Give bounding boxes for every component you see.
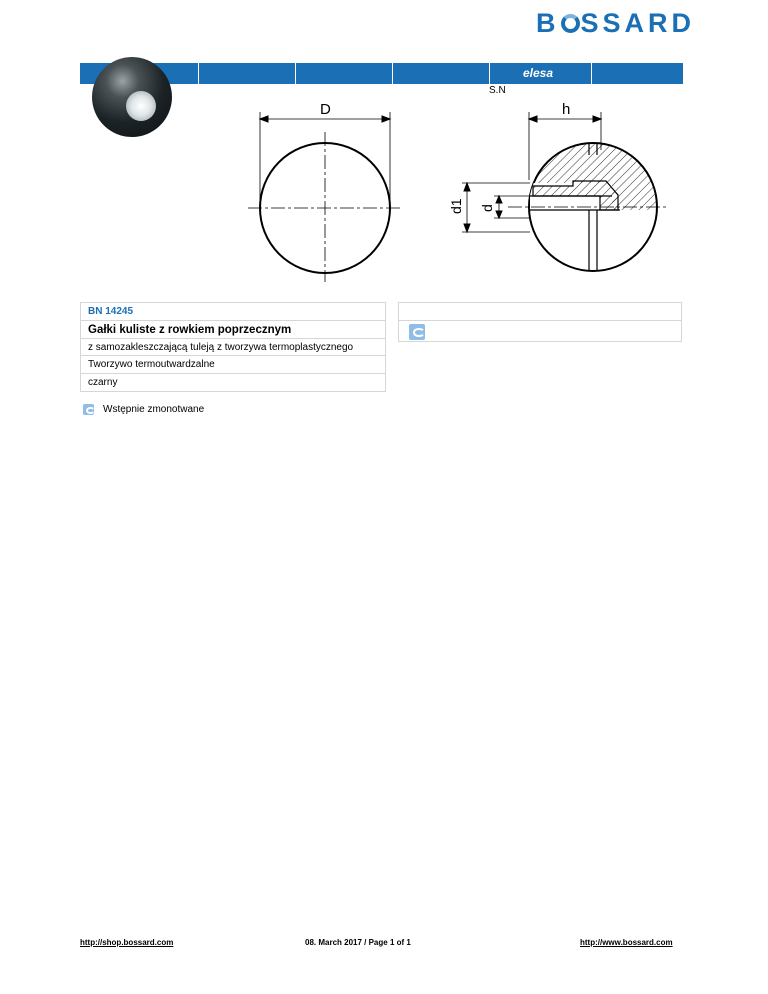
- product-number-row: [80, 302, 386, 321]
- product-number: BN 14245: [88, 306, 134, 317]
- section-view: [462, 112, 668, 271]
- product-subtitle: z samozakleszczającą tuleją z tworzywa termoplastycznego: [88, 341, 354, 353]
- logo-b: B: [536, 8, 560, 38]
- dimension-d1-label: d1: [448, 198, 464, 214]
- feature-label: Wstępnie zmonotwane: [103, 404, 205, 415]
- right-feature-cell: [398, 320, 682, 342]
- product-material: Tworzywo termoutwardzalne: [88, 359, 215, 370]
- front-view: [248, 112, 403, 282]
- technical-drawing: [0, 0, 768, 300]
- arrow: [382, 116, 390, 122]
- product-subtitle-row: [80, 338, 386, 356]
- logo-rest: SSARD: [580, 8, 696, 38]
- supplier-logo: elesa: [523, 66, 554, 80]
- footer-shop-link[interactable]: [80, 938, 173, 947]
- dimension-D-label: D: [320, 101, 331, 118]
- color-row: [80, 373, 386, 392]
- footer-site-link[interactable]: [580, 938, 673, 947]
- preassembled-icon: [83, 404, 94, 415]
- material-row: [80, 355, 386, 374]
- right-header-cell: [398, 302, 682, 321]
- shop-link[interactable]: http://shop.bossard.com: [80, 938, 174, 947]
- dimension-d-label: d: [479, 204, 495, 212]
- product-title-row: [80, 320, 386, 339]
- product-color: czarny: [88, 377, 118, 388]
- footer-page-info: 08. March 2017 / Page 1 of 1: [305, 938, 411, 947]
- preassembled-icon: [409, 324, 425, 340]
- site-link[interactable]: http://www.bossard.com: [580, 938, 673, 947]
- arrow: [260, 116, 268, 122]
- supplier-code: S.N: [489, 85, 506, 96]
- product-title: Gałki kuliste z rowkiem poprzecznym: [88, 323, 292, 336]
- dimension-h-label: h: [562, 101, 571, 118]
